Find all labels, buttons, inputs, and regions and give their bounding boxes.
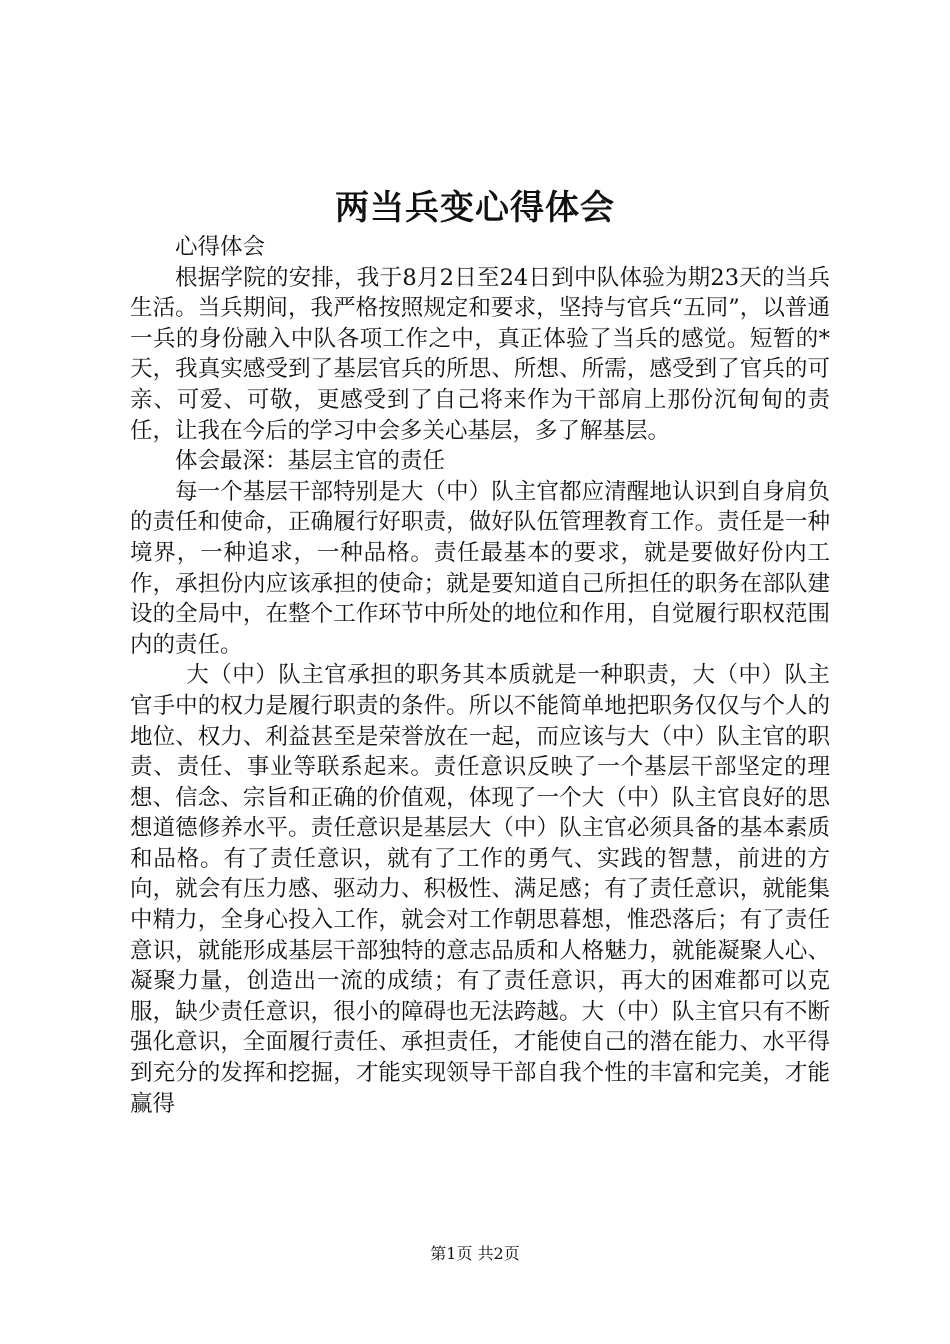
document-body xyxy=(130,232,830,1119)
paragraph-responsibility: 每一个基层干部特别是大（中）队主官都应清醒地认识到自身肩负的责任和使命，正确履行好职责，做好队伍管理教育工作。责任是一种境界，一种追求，一种品格。责任最基本的要求，就是要做好份内工作，承担份内应该承担的使命；就是要知道自己所担任的职务在部队建设的全局中，在整个工作环节中所处的地位和作用，自觉履行职权范围内的责任。 xyxy=(130,478,830,658)
paragraph-duty: 大（中）队主官承担的职务其本质就是一种职责，大（中）队主官手中的权力是履行职责的条件。所以不能简单地把职务仅仅与个人的地位、权力、利益甚至是荣誉放在一起，而应该与大（中）队主官的职责、责任、事业等联系起来。责任意识反映了一个基层干部坚定的理想、信念、宗旨和正确的价值观，体现了一个大（中）队主官良好的思想道德修养水平。责任意识是基层大（中）队主官必须具备的基本素质和品格。有了责任意识，就有了工作的勇气、实践的智慧，前进的方向，就会有压力感、驱动力、积极性、满足感；有了责任意识，就能集中精力，全身心投入工作，就会对工作朝思暮想，惟恐落后；有了责任意识，就能形成基层干部独特的意志品质和人格魅力，就能凝聚人心、凝聚力量，创造出一流的成绩；有了责任意识，再大的困难都可以克服，缺少责任意识，很小的障碍也无法跨越。大（中）队主官只有不断强化意识，全面履行责任、承担责任，才能使自己的潜在能力、水平得到充分的发挥和挖掘，才能实现领导干部自我个性的丰富和完美，才能赢得 xyxy=(130,662,830,1117)
paragraph-intro: 根据学院的安排，我于8月2日至24日到中队体验为期23天的当兵生活。当兵期间，我严格按照规定和要求，坚持与官兵“五同”，以普通一兵的身份融入中队各项工作之中，真正体验了当兵的感觉。短暂的*天，我真实感受到了基层官兵的所思、所想、所需，感受到了官兵的可亲、可爱、可敬，更感受到了自己将来作为干部肩上那份沉甸甸的责任，让我在今后的学习中会多关心基层，多了解基层。 xyxy=(130,264,830,444)
subtitle: 心得体会 xyxy=(175,234,266,260)
page-footer: 第1页 共2页 xyxy=(430,1244,520,1263)
document-title: 两当兵变心得体会 xyxy=(335,188,615,228)
section-heading: 体会最深：基层主官的责任 xyxy=(175,448,446,475)
